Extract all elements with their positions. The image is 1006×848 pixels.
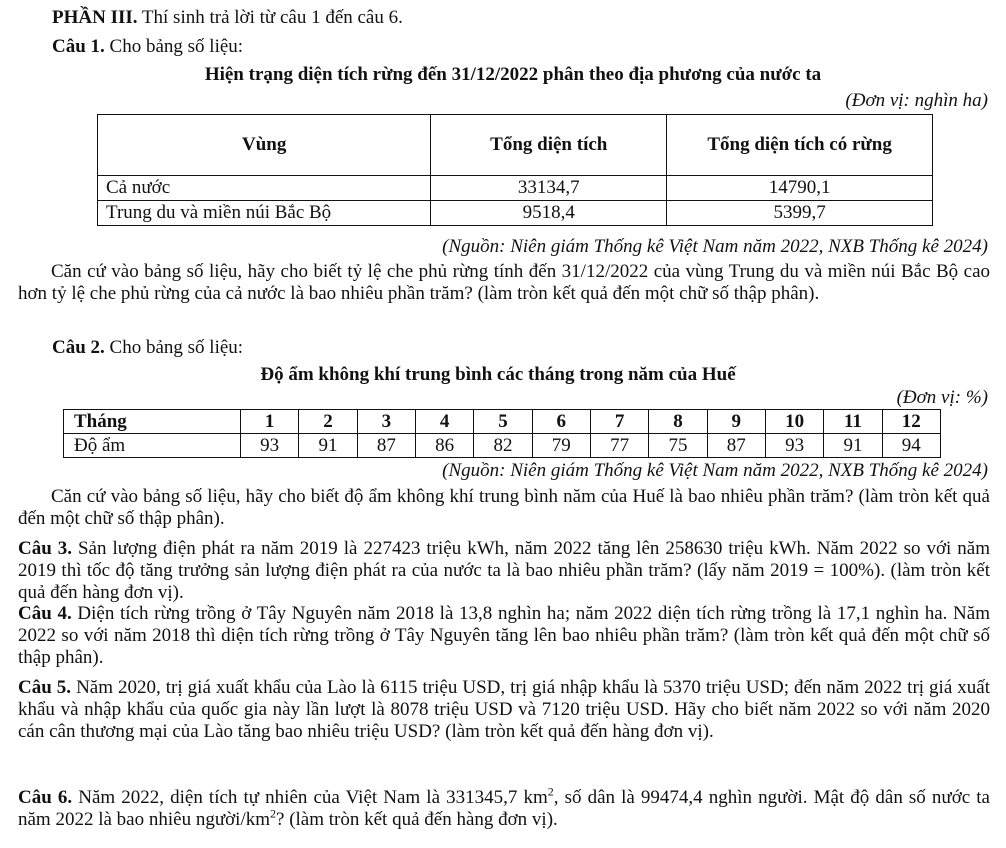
q2-humidity-cell: 79 bbox=[532, 434, 590, 458]
q2-month-cell: 5 bbox=[474, 410, 532, 434]
table-cell: 14790,1 bbox=[667, 176, 933, 201]
q1-header-cell: Tổng diện tích có rừng bbox=[667, 115, 933, 176]
table-cell: 9518,4 bbox=[431, 201, 667, 226]
part-text: Thí sinh trả lời từ câu 1 đến câu 6. bbox=[137, 7, 403, 28]
q3-text: Sản lượng điện phát ra năm 2019 là 227423 triệu kWh, năm 2022 tăng lên 258630 triệu kWh. Năm 2022 so với năm 2019 thì tốc độ tăng trưởng sản lượng điện phát ra của nước ta là bao nhiêu phần trăm? (lấy năm 2019 = 100%). (làm tròn kết quả đến hàng đơn vị). bbox=[18, 538, 990, 603]
q6-superscript: 2 bbox=[547, 784, 554, 799]
q4-label: Câu 4. bbox=[18, 603, 72, 624]
q5-label: Câu 5. bbox=[18, 677, 72, 698]
table-row bbox=[98, 201, 933, 226]
q2-table bbox=[63, 409, 941, 458]
q2-month-cell: 8 bbox=[649, 410, 707, 434]
q2-humidity-cell: 93 bbox=[241, 434, 299, 458]
q2-humidity-cell: 87 bbox=[357, 434, 415, 458]
q1-header-row bbox=[98, 115, 933, 176]
q2-source: (Nguồn: Niên giám Thống kê Việt Nam năm 2022, NXB Thống kê 2024) bbox=[442, 460, 988, 481]
q2-humidity-cell: 86 bbox=[415, 434, 473, 458]
q6-label: Câu 6. bbox=[18, 787, 73, 808]
q2-unit: (Đơn vị: %) bbox=[896, 387, 988, 408]
q2-table-title: Độ ẩm không khí trung bình các tháng trong năm của Huế bbox=[260, 364, 736, 385]
q6-text-c: ? (làm tròn kết quả đến hàng đơn vị). bbox=[276, 809, 558, 830]
q2-month-cell: 7 bbox=[590, 410, 648, 434]
q2-row-label: Tháng bbox=[64, 410, 241, 434]
q1-header-cell: Tổng diện tích bbox=[431, 115, 667, 176]
q2-month-cell: 10 bbox=[765, 410, 823, 434]
q2-month-cell: 12 bbox=[882, 410, 940, 434]
q5-paragraph bbox=[18, 677, 990, 743]
q1-source: (Nguồn: Niên giám Thống kê Việt Nam năm 2022, NXB Thống kê 2024) bbox=[442, 236, 988, 257]
q1-intro-text: Cho bảng số liệu: bbox=[104, 36, 244, 57]
q2-month-cell: 9 bbox=[707, 410, 765, 434]
q2-month-row bbox=[64, 410, 941, 434]
q2-month-cell: 3 bbox=[357, 410, 415, 434]
q6-text-a: Năm 2022, diện tích tự nhiên của Việt Nam là 331345,7 km bbox=[72, 787, 548, 808]
table-row bbox=[98, 176, 933, 201]
q2-month-cell: 6 bbox=[532, 410, 590, 434]
part-label: PHẦN III. bbox=[52, 7, 138, 28]
table-cell: Trung du và miền núi Bắc Bộ bbox=[98, 201, 431, 226]
q2-humidity-cell: 75 bbox=[649, 434, 707, 458]
q2-label: Câu 2. bbox=[52, 337, 105, 358]
table-cell: 5399,7 bbox=[667, 201, 933, 226]
q2-humidity-cell: 82 bbox=[474, 434, 532, 458]
q4-text: Diện tích rừng trồng ở Tây Nguyên năm 2018 là 13,8 nghìn ha; năm 2022 diện tích rừng trồng là 17,1 nghìn ha. Năm 2022 so với năm 2018 thì diện tích rừng trồng ở Tây Nguyên tăng lên bao nhiêu phần trăm? (làm tròn kết quả đến một chữ số thập phân). bbox=[18, 603, 990, 668]
q1-table-title: Hiện trạng diện tích rừng đến 31/12/2022 phân theo địa phương của nước ta bbox=[204, 64, 822, 85]
table-cell: 33134,7 bbox=[431, 176, 667, 201]
q4-paragraph bbox=[18, 603, 990, 669]
q2-month-cell: 4 bbox=[415, 410, 473, 434]
q1-label: Câu 1. bbox=[52, 36, 105, 57]
q2-humidity-cell: 93 bbox=[765, 434, 823, 458]
q1-header-cell: Vùng bbox=[98, 115, 431, 176]
q2-humidity-cell: 77 bbox=[590, 434, 648, 458]
q3-paragraph bbox=[18, 538, 990, 604]
q2-intro-text: Cho bảng số liệu: bbox=[104, 337, 244, 358]
q2-humidity-row bbox=[64, 434, 941, 458]
q2-month-cell: 2 bbox=[299, 410, 357, 434]
q2-humidity-cell: 94 bbox=[882, 434, 940, 458]
q2-month-cell: 11 bbox=[824, 410, 882, 434]
q2-month-cell: 1 bbox=[241, 410, 299, 434]
q2-humidity-cell: 91 bbox=[824, 434, 882, 458]
part-heading bbox=[52, 7, 403, 29]
q6-text-b: , số dân là 99474,4 nghìn người. Mật độ dân số nước ta năm 2022 là bao nhiêu người/km bbox=[18, 787, 990, 830]
q1-intro bbox=[52, 36, 243, 58]
q1-unit: (Đơn vị: nghìn ha) bbox=[845, 90, 988, 111]
q2-humidity-cell: 91 bbox=[299, 434, 357, 458]
q5-text: Năm 2020, trị giá xuất khẩu của Lào là 6115 triệu USD, trị giá nhập khẩu là 5370 triệu USD; đến năm 2022 trị giá xuất khẩu và nhập khẩu của quốc gia này lần lượt là 8078 triệu USD và 7120 triệu USD. Hãy cho biết năm 2022 so với năm 2020 cán cân thương mại của Lào tăng bao nhiêu triệu USD? (làm tròn kết quả đến hàng đơn vị). bbox=[18, 677, 990, 742]
q1-question: Căn cứ vào bảng số liệu, hãy cho biết tỷ lệ che phủ rừng tính đến 31/12/2022 của vùng Trung du và miền núi Bắc Bộ cao hơn tỷ lệ che phủ rừng của cả nước là bao nhiêu phần trăm? (làm tròn kết quả đến một chữ số thập phân). bbox=[18, 261, 990, 304]
q2-humidity-cell: 87 bbox=[707, 434, 765, 458]
q6-paragraph bbox=[18, 784, 990, 831]
q1-table bbox=[97, 114, 933, 226]
q6-superscript: 2 bbox=[270, 806, 277, 821]
q3-label: Câu 3. bbox=[18, 538, 73, 559]
q2-row-label: Độ ẩm bbox=[64, 434, 241, 458]
q2-intro bbox=[52, 337, 243, 359]
table-cell: Cả nước bbox=[98, 176, 431, 201]
q2-question: Căn cứ vào bảng số liệu, hãy cho biết độ ẩm không khí trung bình năm của Huế là bao nhiêu phần trăm? (làm tròn kết quả đến một chữ số thập phân). bbox=[18, 486, 990, 529]
